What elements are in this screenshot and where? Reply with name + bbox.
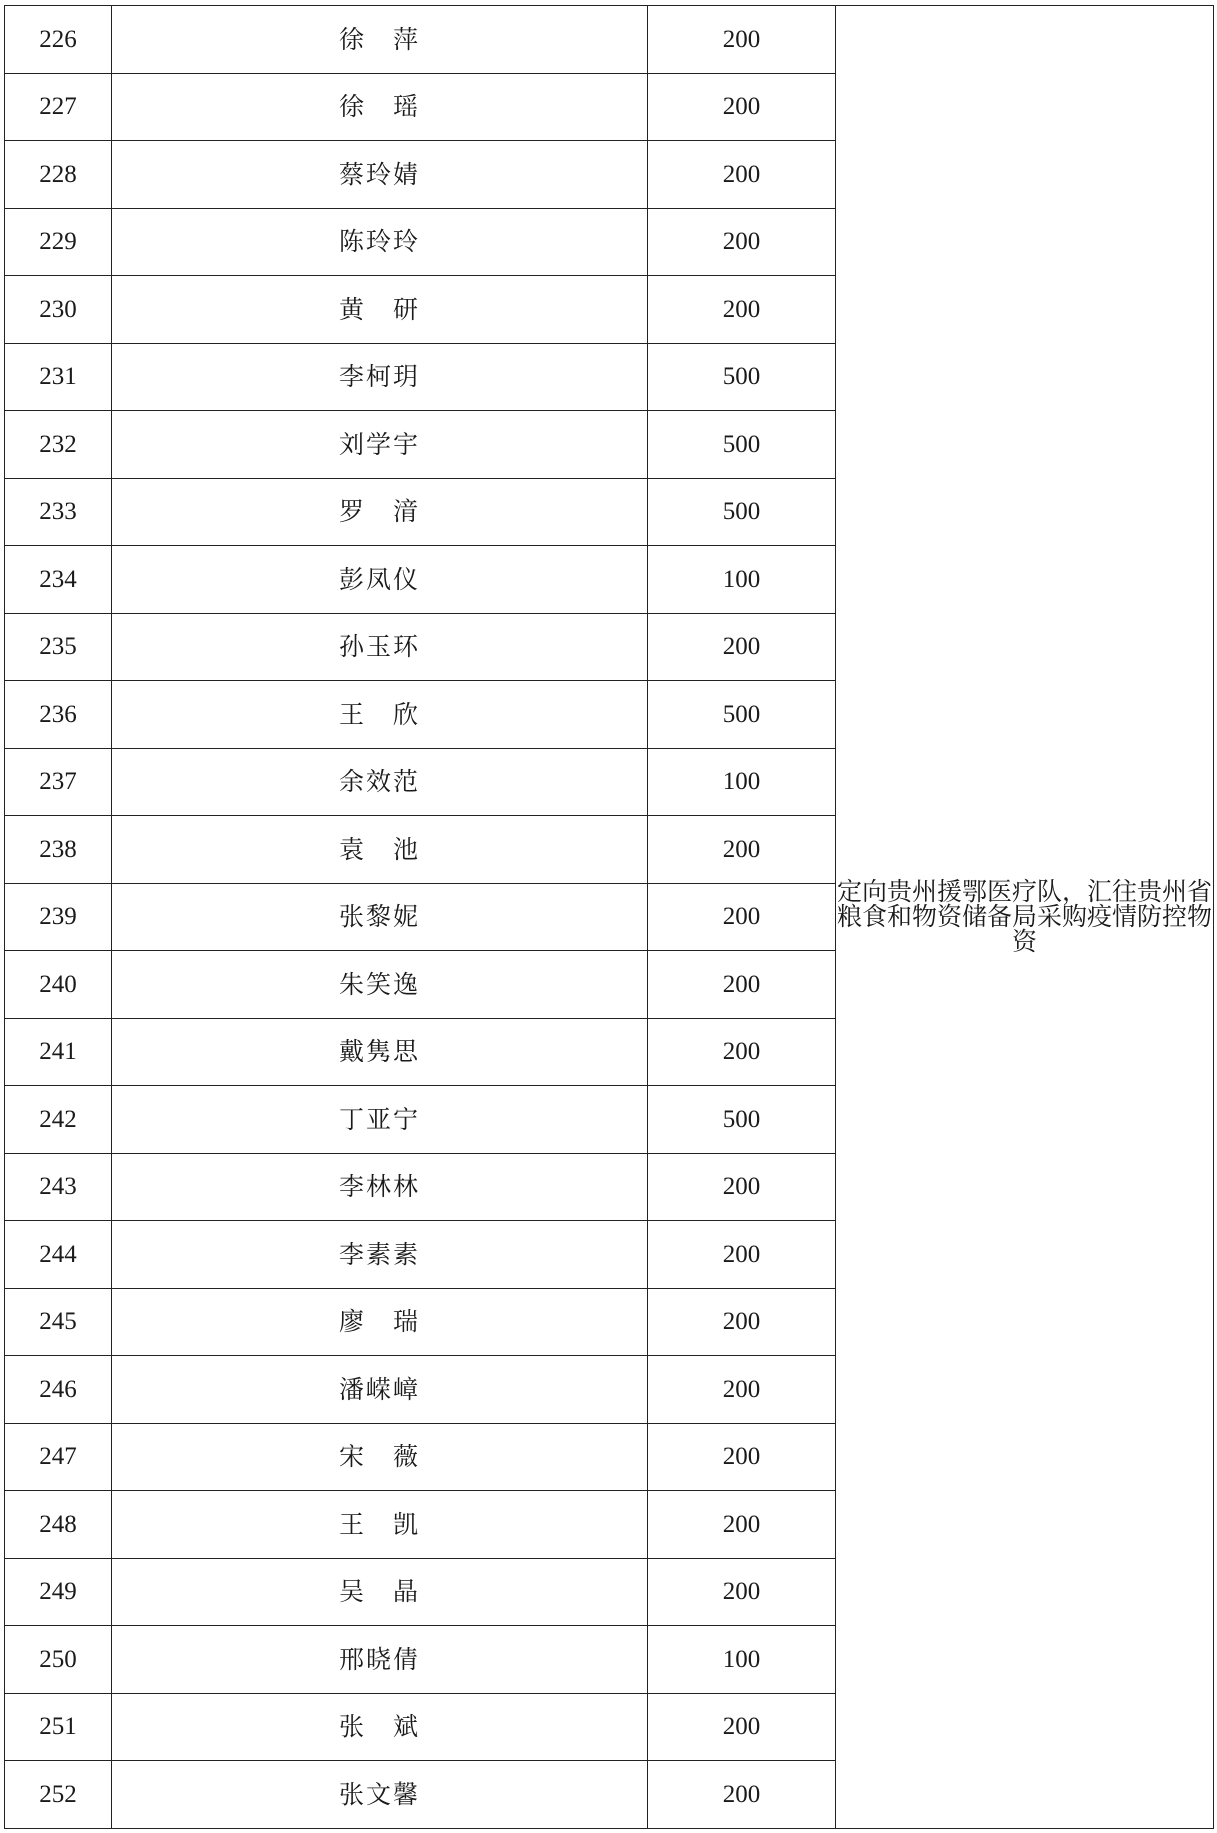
donation-table — [4, 5, 1214, 1829]
donor-name-cell: 彭凤仪 — [112, 546, 648, 614]
donation-amount-cell: 100 — [648, 546, 836, 614]
serial-number-cell: 233 — [5, 478, 112, 546]
donation-amount-cell: 200 — [648, 1491, 836, 1559]
serial-number-cell: 249 — [5, 1558, 112, 1626]
serial-number-cell: 248 — [5, 1491, 112, 1559]
donor-name-cell: 宋 薇 — [112, 1423, 648, 1491]
serial-number-cell: 245 — [5, 1288, 112, 1356]
donor-name-cell: 朱笑逸 — [112, 951, 648, 1019]
serial-number-cell: 241 — [5, 1018, 112, 1086]
donation-amount-cell: 100 — [648, 1626, 836, 1694]
donor-name-cell: 潘嵘嶂 — [112, 1356, 648, 1424]
donor-name-cell: 张 斌 — [112, 1693, 648, 1761]
donation-amount-cell: 500 — [648, 478, 836, 546]
donor-name-cell: 孙玉环 — [112, 613, 648, 681]
donor-name-cell: 李素素 — [112, 1221, 648, 1289]
donation-amount-cell: 200 — [648, 1288, 836, 1356]
donation-amount-cell: 200 — [648, 1018, 836, 1086]
donation-amount-cell: 200 — [648, 883, 836, 951]
donation-amount-cell: 200 — [648, 1761, 836, 1829]
serial-number-cell: 238 — [5, 816, 112, 884]
serial-number-cell: 237 — [5, 748, 112, 816]
donation-amount-cell: 200 — [648, 613, 836, 681]
donation-table-body — [5, 6, 1214, 1829]
donor-name-cell: 黄 研 — [112, 276, 648, 344]
donation-amount-cell: 200 — [648, 276, 836, 344]
donation-amount-cell: 200 — [648, 73, 836, 141]
donor-name-cell: 余效范 — [112, 748, 648, 816]
donation-amount-cell: 200 — [648, 816, 836, 884]
serial-number-cell: 230 — [5, 276, 112, 344]
donation-amount-cell: 200 — [648, 1221, 836, 1289]
serial-number-cell: 244 — [5, 1221, 112, 1289]
serial-number-cell: 226 — [5, 6, 112, 74]
donation-amount-cell: 200 — [648, 1423, 836, 1491]
donor-name-cell: 张文馨 — [112, 1761, 648, 1829]
serial-number-cell: 228 — [5, 141, 112, 209]
donor-name-cell: 戴隽思 — [112, 1018, 648, 1086]
serial-number-cell: 229 — [5, 208, 112, 276]
donor-name-cell: 徐 萍 — [112, 6, 648, 74]
donor-name-cell: 王 欣 — [112, 681, 648, 749]
serial-number-cell: 239 — [5, 883, 112, 951]
serial-number-cell: 250 — [5, 1626, 112, 1694]
serial-number-cell: 240 — [5, 951, 112, 1019]
donor-name-cell: 邢晓倩 — [112, 1626, 648, 1694]
donation-amount-cell: 200 — [648, 141, 836, 209]
donation-amount-cell: 500 — [648, 1086, 836, 1154]
donation-amount-cell: 100 — [648, 748, 836, 816]
serial-number-cell: 246 — [5, 1356, 112, 1424]
donation-amount-cell: 200 — [648, 6, 836, 74]
donation-amount-cell: 200 — [648, 1558, 836, 1626]
donation-amount-cell: 500 — [648, 411, 836, 479]
donor-name-cell: 丁亚宁 — [112, 1086, 648, 1154]
serial-number-cell: 251 — [5, 1693, 112, 1761]
serial-number-cell: 236 — [5, 681, 112, 749]
donation-amount-cell: 200 — [648, 1693, 836, 1761]
donor-name-cell: 陈玲玲 — [112, 208, 648, 276]
serial-number-cell: 232 — [5, 411, 112, 479]
donor-name-cell: 张黎妮 — [112, 883, 648, 951]
serial-number-cell: 234 — [5, 546, 112, 614]
donor-name-cell: 徐 瑶 — [112, 73, 648, 141]
donor-name-cell: 罗 湇 — [112, 478, 648, 546]
donation-amount-cell: 500 — [648, 343, 836, 411]
donor-name-cell: 李柯玥 — [112, 343, 648, 411]
serial-number-cell: 252 — [5, 1761, 112, 1829]
donor-name-cell: 袁 池 — [112, 816, 648, 884]
donation-amount-cell: 200 — [648, 951, 836, 1019]
donation-amount-cell: 500 — [648, 681, 836, 749]
donation-purpose-note-cell: 定向贵州援鄂医疗队，汇往贵州省粮食和物资储备局采购疫情防控物资 — [836, 6, 1214, 1829]
serial-number-cell: 243 — [5, 1153, 112, 1221]
donor-name-cell: 王 凯 — [112, 1491, 648, 1559]
serial-number-cell: 235 — [5, 613, 112, 681]
donor-name-cell: 吴 晶 — [112, 1558, 648, 1626]
serial-number-cell: 242 — [5, 1086, 112, 1154]
donor-name-cell: 廖 瑞 — [112, 1288, 648, 1356]
donation-amount-cell: 200 — [648, 1356, 836, 1424]
donor-name-cell: 刘学宇 — [112, 411, 648, 479]
donation-amount-cell: 200 — [648, 1153, 836, 1221]
serial-number-cell: 227 — [5, 73, 112, 141]
serial-number-cell: 231 — [5, 343, 112, 411]
donation-amount-cell: 200 — [648, 208, 836, 276]
donor-name-cell: 李林林 — [112, 1153, 648, 1221]
donor-name-cell: 蔡玲婧 — [112, 141, 648, 209]
table-row — [5, 6, 1214, 74]
serial-number-cell: 247 — [5, 1423, 112, 1491]
